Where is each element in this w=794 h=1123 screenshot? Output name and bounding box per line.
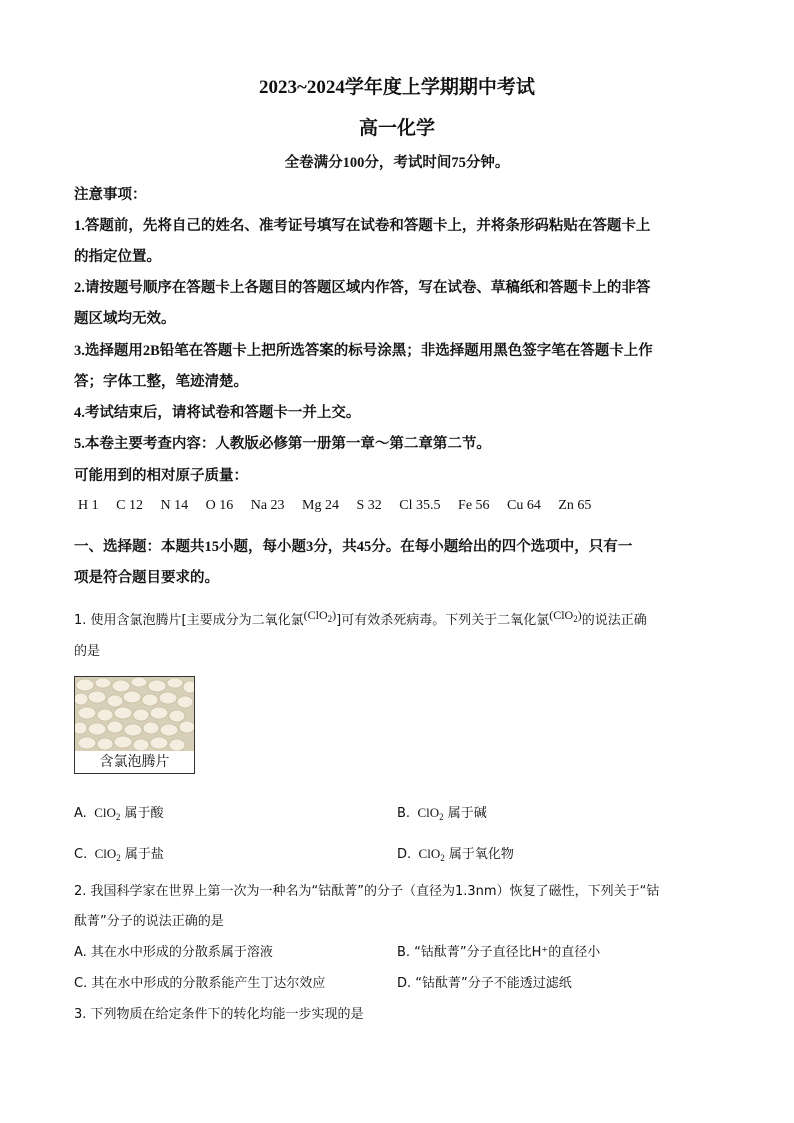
exam-title: 2023~2024学年度上学期期中考试: [259, 77, 535, 98]
question-2-stem-line-1: 2. 我国科学家在世界上第一次为一种名为“钴酞菁”的分子（直径为1.3nm）恢复了磁性，下列关于“钴: [74, 884, 660, 899]
note-2-line-1: 2.请按题号顺序在答题卡上各题目的答题区域内作答，写在试卷、草稿纸和答题卡上的非答: [74, 280, 651, 296]
clo2-formula: ClO$_2$: [418, 846, 445, 863]
score-time-note: 全卷满分100分，考试时间75分钟。: [284, 155, 510, 171]
note-4: 4.考试结束后，请将试卷和答题卡一并上交。: [74, 405, 361, 421]
question-3-stem: 3. 下列物质在给定条件下的转化均能一步实现的是: [74, 1007, 364, 1022]
note-3-line-2: 答；字体工整，笔迹清楚。: [74, 374, 248, 390]
atomic-mass-item: Mg 24: [302, 498, 339, 513]
q2-option-c[interactable]: C. 其在水中形成的分散系能产生丁达尔效应: [74, 976, 326, 991]
clo2-formula: ClO$_2$: [94, 805, 121, 822]
atomic-mass-item: Na 23: [250, 498, 285, 513]
note-5: 5.本卷主要考查内容：人教版必修第一册第一章～第二章第二节。: [74, 436, 491, 452]
effervescent-tablets-figure: [74, 676, 195, 774]
atomic-mass-list: [78, 498, 605, 514]
q1-stem-part: ]可有效杀死病毒。下列关于二氧化氯: [336, 613, 550, 628]
section-1-line-1: 一、选择题：本题共15小题，每小题3分，共45分。在每小题给出的四个选项中，只有一: [74, 539, 633, 555]
q1-stem-part: 1. 使用含氯泡腾片[主要成分为二氧化氯: [74, 613, 304, 628]
note-1-line-1: 1.答题前，先将自己的姓名、准考证号填写在试卷和答题卡上，并将条形码粘贴在答题卡上: [74, 218, 651, 234]
q1-stem-part: 的说法正确: [581, 613, 647, 628]
note-3-line-1: 3.选择题用2B铅笔在答题卡上把所选答案的标号涂黑；非选择题用黑色签字笔在答题卡上作: [74, 343, 653, 359]
subject-title: 高一化学: [358, 118, 435, 139]
atomic-mass-label: 可能用到的相对原子质量：: [74, 468, 248, 484]
atomic-mass-item: Zn 65: [558, 498, 592, 513]
atomic-mass-item: S 32: [356, 498, 382, 513]
q1-option-c[interactable]: C. ClO$_2$ 属于盐: [74, 846, 164, 863]
q1-option-b[interactable]: B. ClO$_2$ 属于碱: [397, 805, 487, 822]
note-2-line-2: 题区域均无效。: [74, 311, 176, 327]
note-1-line-2: 的指定位置。: [74, 249, 161, 265]
q2-option-a[interactable]: A. 其在水中形成的分散系属于溶液: [74, 945, 273, 960]
section-1-line-2: 项是符合题目要求的。: [74, 570, 219, 586]
clo2-formula: (ClO$_2$): [549, 608, 582, 624]
tablets-photo: [75, 677, 194, 751]
notes-heading: 注意事项：: [74, 187, 147, 203]
atomic-mass-item: Cu 64: [507, 498, 541, 513]
q2-option-d[interactable]: D. “钴酞菁”分子不能透过滤纸: [397, 976, 572, 991]
question-1-stem: [74, 609, 647, 629]
figure-caption: 含氯泡腾片: [75, 751, 194, 773]
q1-option-d[interactable]: D. ClO$_2$ 属于氧化物: [397, 846, 514, 863]
clo2-formula: (ClO$_2$): [303, 608, 337, 624]
question-2-stem-line-2: 酞菁”分子的说法正确的是: [74, 914, 224, 929]
atomic-mass-item: Fe 56: [458, 498, 490, 513]
atomic-mass-item: H 1: [78, 498, 99, 513]
atomic-mass-item: C 12: [116, 498, 143, 513]
clo2-formula: ClO$_2$: [417, 805, 444, 822]
atomic-mass-item: O 16: [205, 498, 234, 513]
q2-option-b[interactable]: B. “钴酞菁”分子直径比H⁺的直径小: [397, 945, 601, 960]
clo2-formula: ClO$_2$: [94, 846, 121, 863]
atomic-mass-item: Cl 35.5: [399, 498, 441, 513]
atomic-mass-item: N 14: [160, 498, 189, 513]
question-1-stem-line-2: 的是: [74, 644, 101, 659]
q1-option-a[interactable]: A. ClO$_2$ 属于酸: [74, 805, 164, 822]
